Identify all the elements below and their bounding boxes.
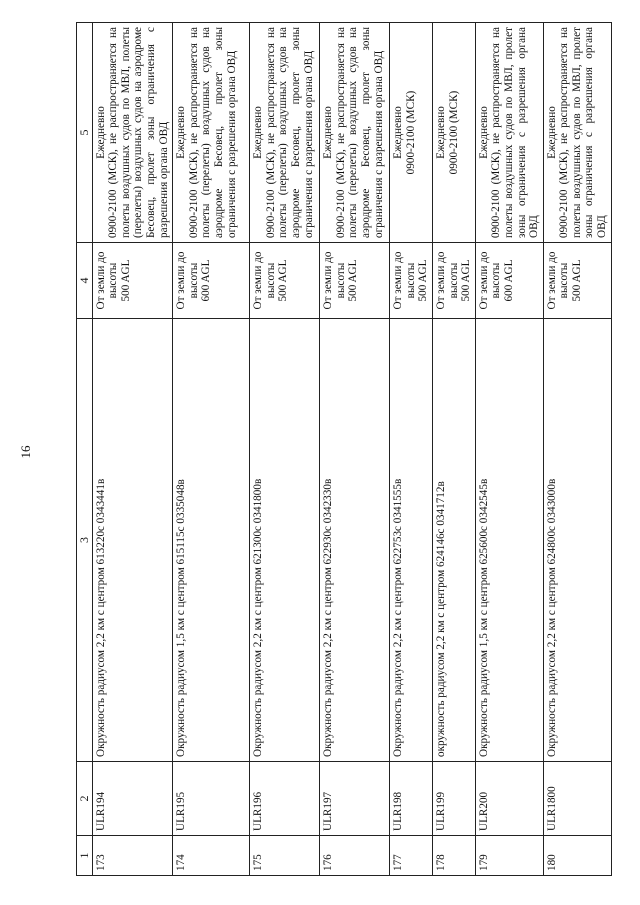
zone-altitude (320, 243, 390, 319)
row-number: 174 (173, 836, 250, 876)
table-row (543, 23, 611, 876)
altitude-limit: 500 AGL (417, 259, 430, 302)
zone-schedule (250, 23, 320, 243)
zone-code: ULR198 (390, 762, 433, 836)
zone-altitude (173, 243, 250, 319)
schedule-details: 0900-2100 (МСК), не распространяется на полеты воздушных судов по МВЛ, пролет зоны ограничения с разрешения органа ОВД (558, 27, 609, 238)
altitude-limit: 500 AGL (277, 259, 290, 302)
altitude-range: От земли до высоты (252, 251, 277, 310)
schedule-frequency: Ежедневно (434, 106, 447, 159)
schedule-frequency: Ежедневно (322, 106, 335, 159)
zone-code: ULR199 (432, 762, 475, 836)
table-row (390, 23, 433, 876)
table-row (92, 23, 173, 876)
altitude-range: От земли до высоты (175, 251, 200, 310)
table-row (432, 23, 475, 876)
altitude-range: От земли до высоты (434, 251, 460, 310)
row-number: 178 (432, 836, 475, 876)
zone-schedule (92, 23, 173, 243)
zone-description: Окружность радиусом 2,2 км с центром 622753с 0341555в (390, 319, 433, 762)
zone-schedule (320, 23, 390, 243)
altitude-range: От земли до высоты (322, 251, 347, 310)
zone-description: Окружность радиусом 1,5 км с центром 615115с 0335048в (173, 319, 250, 762)
schedule-frequency: Ежедневно (545, 106, 558, 159)
zone-description: Окружность радиусом 1,5 км с центром 625600с 0342545в (475, 319, 543, 762)
schedule-details: 0900-2100 (МСК), не распространяется на полеты воздушных судов по МВЛ, полеты (перелеты) воздушных судов на аэродроме Бесовец, пролет зоны ограничения с разрешения органа ОВД (107, 27, 170, 238)
schedule-details: 0900-2100 (МСК), не распространяется на полеты (перелеты) воздушных судов на аэродроме Бесовец, пролет зоны ограничения с разрешения органа ОВД (334, 27, 385, 238)
schedule-frequency: Ежедневно (477, 106, 490, 159)
altitude-limit: 600 AGL (200, 259, 213, 302)
column-number: 1 (77, 836, 93, 876)
zone-code: ULR1800 (543, 762, 611, 836)
zone-schedule (475, 23, 543, 243)
row-number: 177 (390, 836, 433, 876)
zone-description: окружность радиусом 2,2 км с центром 624146с 0341712в (432, 319, 475, 762)
rotated-table-wrapper (76, 23, 609, 876)
schedule-details: 0900-2100 (МСК) (447, 90, 460, 175)
zone-altitude (92, 243, 173, 319)
zone-code: ULR200 (475, 762, 543, 836)
zone-code: ULR194 (92, 762, 173, 836)
schedule-frequency: Ежедневно (175, 106, 188, 159)
altitude-range: От земли до высоты (545, 251, 571, 310)
altitude-limit: 500 AGL (347, 259, 360, 302)
zone-altitude (390, 243, 433, 319)
column-number: 2 (77, 762, 93, 836)
zone-code: ULR197 (320, 762, 390, 836)
zone-altitude (250, 243, 320, 319)
altitude-limit: 500 AGL (460, 259, 473, 302)
schedule-details: 0900-2100 (МСК), не распространяется на полеты (перелеты) воздушных судов на аэродроме Бесовец, пролет зоны ограничения с разрешения органа ОВД (264, 27, 315, 238)
zone-schedule (173, 23, 250, 243)
zone-altitude (475, 243, 543, 319)
column-number-row (77, 23, 93, 876)
row-number: 180 (543, 836, 611, 876)
row-number: 176 (320, 836, 390, 876)
altitude-limit: 600 AGL (502, 259, 515, 302)
schedule-frequency: Ежедневно (392, 106, 405, 159)
schedule-frequency: Ежедневно (94, 106, 107, 159)
table-row (250, 23, 320, 876)
zone-altitude (543, 243, 611, 319)
column-number: 3 (77, 319, 93, 762)
altitude-limit: 500 AGL (570, 259, 583, 302)
altitude-range: От земли до высоты (477, 251, 503, 310)
zone-code: ULR195 (173, 762, 250, 836)
zone-schedule (543, 23, 611, 243)
row-number: 173 (92, 836, 173, 876)
table-row (173, 23, 250, 876)
zone-schedule (432, 23, 475, 243)
zone-code: ULR196 (250, 762, 320, 836)
zone-description: Окружность радиусом 2,2 км с центром 624800с 0343000в (543, 319, 611, 762)
zone-altitude (432, 243, 475, 319)
schedule-frequency: Ежедневно (252, 106, 265, 159)
column-number: 5 (77, 23, 93, 243)
row-number: 175 (250, 836, 320, 876)
zone-description: Окружность радиусом 2,2 км с центром 622930с 0342330в (320, 319, 390, 762)
zone-description: Окружность радиусом 2,2 км с центром 613220с 0343441в (92, 319, 173, 762)
restricted-zones-table (76, 22, 612, 876)
page-number: 16 (18, 445, 33, 459)
altitude-limit: 500 AGL (119, 259, 132, 302)
table-row (475, 23, 543, 876)
row-number: 179 (475, 836, 543, 876)
altitude-range: От земли до высоты (94, 251, 120, 310)
zone-description: Окружность радиусом 2,2 км с центром 621300с 0341800в (250, 319, 320, 762)
schedule-details: 0900-2100 (МСК), не распространяется на полеты (перелеты) воздушных судов на аэродроме Бесовец, пролет зоны ограничения с разрешения органа ОВД (187, 27, 238, 238)
column-number: 4 (77, 243, 93, 319)
schedule-details: 0900-2100 (МСК) (404, 90, 417, 175)
zone-schedule (390, 23, 433, 243)
schedule-details: 0900-2100 (МСК), не распространяется на полеты воздушных судов по МВЛ, пролет зоны ограничения с разрешения органа ОВД (490, 27, 541, 238)
table-row (320, 23, 390, 876)
altitude-range: От земли до высоты (392, 251, 417, 310)
